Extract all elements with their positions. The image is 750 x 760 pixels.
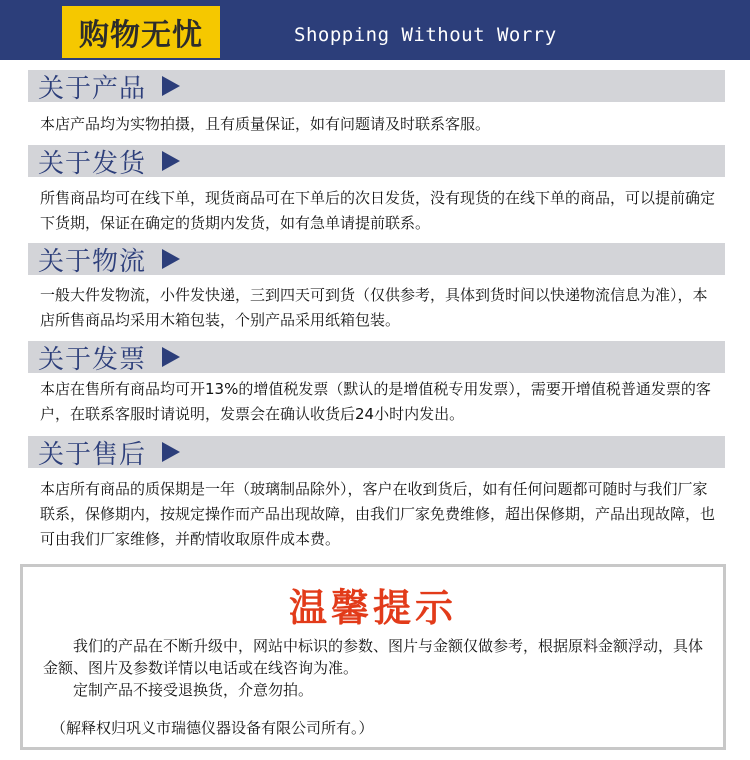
section-title-invoice: 关于发票 — [38, 344, 147, 375]
section-text-product: 本店产品均为实物拍摄，且有质量保证，如有问题请及时联系客服。 — [40, 115, 491, 133]
section-bar-product — [28, 70, 725, 102]
arrow-right-icon — [162, 151, 180, 171]
section-title-product: 关于产品 — [38, 73, 147, 104]
header-tag-box — [52, 0, 230, 60]
section-bar-logistics — [28, 243, 725, 275]
header-english-title: Shopping Without Worry — [294, 24, 557, 46]
section-title-aftersales: 关于售后 — [38, 439, 147, 470]
section-text-shipping: 所售商品均可在线下单，现货商品可在下单后的次日发货，没有现货的在线下单的商品，可以提前确定下货期，保证在确定的货期内发货，如有急单请提前联系。 — [40, 189, 716, 232]
section-text-invoice: 本店在售所有商品均可开13%的增值税发票（默认的是增值税专用发票），需要开增值税普通发票的客户，在联系客服时请说明，发票会在确认收货后24小时内发出。 — [40, 380, 711, 423]
section-text-aftersales: 本店所有商品的质保期是一年（玻璃制品除外），客户在收到货后，如有任何问题都可随时与我们厂家联系，保修期内，按规定操作而产品出现故障，由我们厂家免费维修，超出保修期，产品出现故障，也可由我们厂家维修，并酌情收取原件成本费。 — [40, 480, 716, 548]
notice-box — [20, 564, 726, 750]
section-bar-shipping — [28, 145, 725, 177]
section-text-logistics: 一般大件发物流，小件发快递，三到四天可到货（仅供参考，具体到货时间以快递物流信息为准），本店所售商品均采用木箱包装，个别产品采用纸箱包装。 — [40, 286, 708, 329]
section-bar-invoice — [28, 341, 725, 373]
notice-footer: （解释权归巩义市瑞德仪器设备有限公司所有。） — [51, 719, 374, 737]
notice-title: 温馨提示 — [288, 586, 457, 630]
section-bar-aftersales — [28, 436, 725, 468]
arrow-right-icon — [162, 76, 180, 96]
arrow-right-icon — [162, 347, 180, 367]
notice-line-2: 定制产品不接受退换货，介意勿拍。 — [73, 681, 314, 699]
header-banner — [0, 0, 750, 60]
arrow-right-icon — [162, 249, 180, 269]
arrow-right-icon — [162, 442, 180, 462]
section-title-logistics: 关于物流 — [38, 246, 147, 277]
notice-line-1: 我们的产品在不断升级中，网站中标识的参数、图片与金额仅做参考，根据原料金额浮动，具体金额、图片及参数详情以电话或在线咨询为准。 — [43, 637, 704, 677]
section-title-shipping: 关于发货 — [38, 148, 147, 179]
header-tag-label: 购物无忧 — [62, 6, 220, 58]
